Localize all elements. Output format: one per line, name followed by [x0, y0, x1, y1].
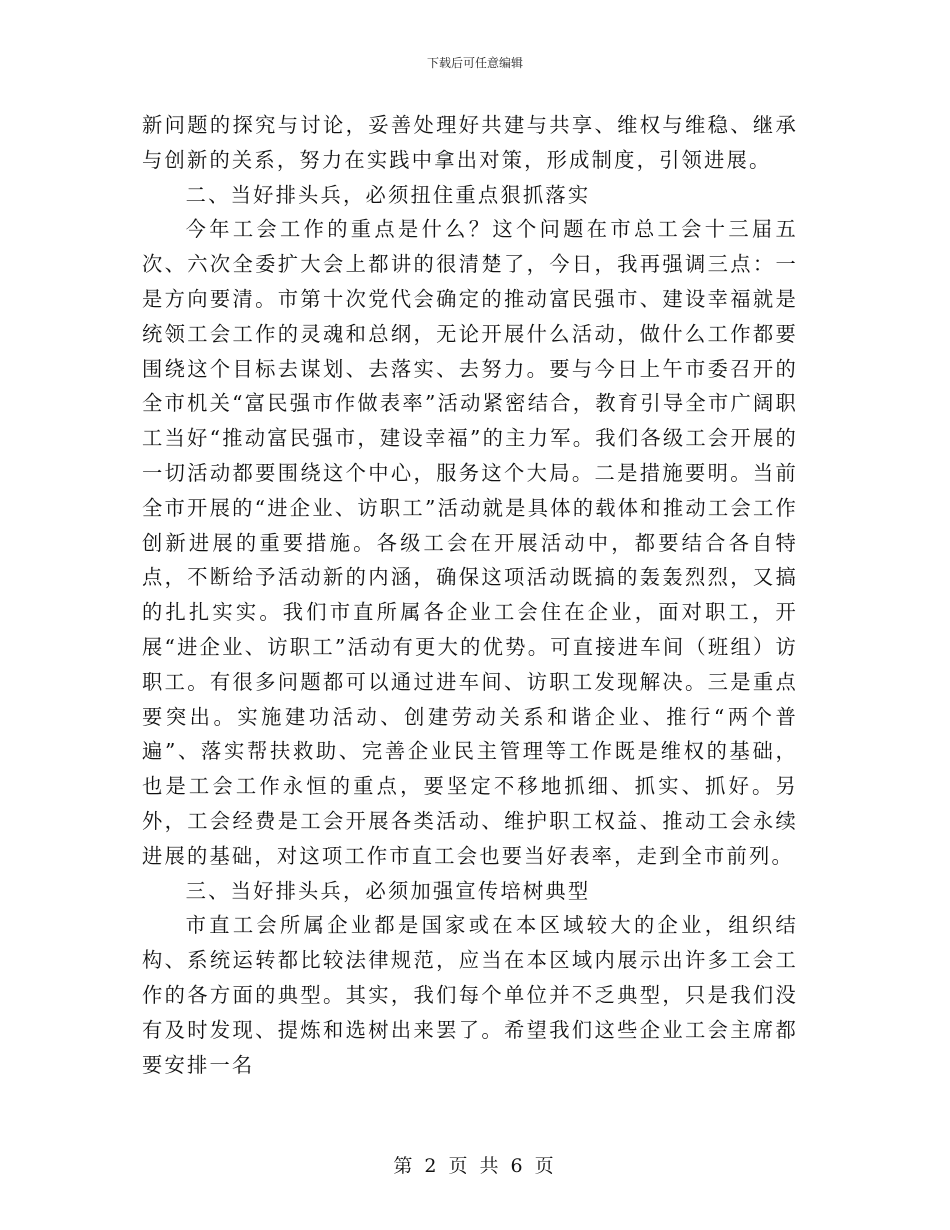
paragraph-continuation: 新问题的探究与讨论，妥善处理好共建与共享、维权与维稳、继承与创新的关系，努力在实践中拿出对策，形成制度，引领进展。 [142, 113, 798, 172]
section-heading-2: 二、当好排头兵，必须扭住重点狠抓落实 [185, 182, 591, 207]
paragraph-key-points: 今年工会工作的重点是什么？这个问题在市总工会十三届五次、六次全委扩大会上都讲的很清楚了，今日，我再强调三点：一是方向要清。市第十次党代会确定的推动富民强市、建设幸福就是统领工会工作的灵魂和总纲，无论开展什么活动，做什么工作都要围绕这个目标去谋划、去落实、去努力。要与今日上午市委召开的全市机关“富民强市作做表率”活动紧密结合，教育引导全市广阔职工当好“推动富民强市，建设幸福”的主力军。我们各级工会开展的一切活动都要围绕这个中心，服务这个大局。二是措施要明。当前全市开展的“进企业、访职工”活动就是具体的载体和推动工会工作创新进展的重要措施。各级工会在开展活动中，都要结合各自特点，不断给予活动新的内涵，确保这项活动既搞的轰轰烈烈，又搞的扎扎实实。我们市直所属各企业工会住在企业，面对职工，开展“进企业、访职工”活动有更大的优势。可直接进车间（班组）访职工。有很多问题都可以通过进车间、访职工发现解决。三是重点要突出。实施建功活动、创建劳动关系和谐企业、推行“两个普遍”、落实帮扶救助、完善企业民主管理等工作既是维权的基础，也是工会工作永恒的重点，要坚定不移地抓细、抓实、抓好。另外，工会经费是工会开展各类活动、维护职工权益、推动工会永续进展的基础，对这项工作市直工会也要当好表率，走到全市前列。 [142, 217, 798, 868]
page-header: 下载后可任意编辑 [426, 56, 523, 70]
paragraph-typical-examples: 市直工会所属企业都是国家或在本区域较大的企业，组织结构、系统运转都比较法律规范，应当在本区域内展示出许多工会工作的各方面的典型。其实，我们每个单位并不乏典型，只是我们没有及时发现、提炼和选树出来罢了。希望我们这些企业工会主席都要安排一名 [142, 913, 798, 1077]
section-heading-3: 三、当好排头兵，必须加强宣传培树典型 [185, 878, 591, 903]
document-body [142, 108, 798, 1082]
page-number-footer: 第 2 页 共 6 页 [393, 1155, 557, 1177]
